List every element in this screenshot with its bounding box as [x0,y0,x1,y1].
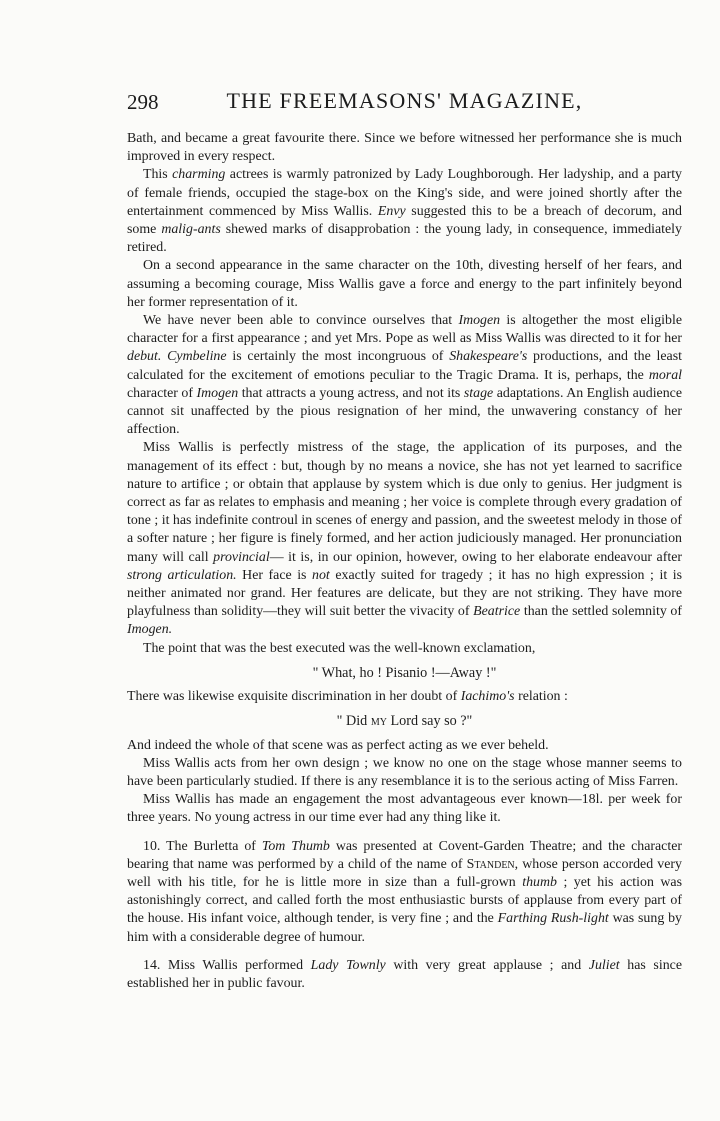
small-caps-text: my [370,713,387,730]
italic-text: Imogen. [127,622,173,638]
text-run: The point that was the best executed was the well-known exclamation, [143,640,536,656]
text-run: 14. Miss Wallis performed [143,957,311,973]
italic-text: Imogen [458,313,501,329]
text-run: " Did [336,713,371,730]
text-run: And indeed the whole of that scene was as perfect acting as we ever beheld. [127,737,549,753]
text-run: On a second appearance in the same character on the 10th, divesting herself of her fears, and assuming a becoming courage, Miss Wallis gave a force and energy to the part infinitely beyond her former representation of it. [127,258,682,310]
page-number: 298 [127,90,159,114]
article-body [127,130,682,993]
text-run: shewed marks of disapprobation : the young lady, in consequence, immediately retired. [127,222,682,256]
italic-text: Iachimo's [460,689,515,705]
text-run: Lord say so ?" [386,713,473,730]
paragraph [127,688,682,706]
italic-text: Tom Thumb [261,838,330,854]
italic-text: thumb [522,874,557,890]
paragraph [127,130,682,166]
text-run: ; yet his action was astonishingly correct, and called forth the most enthusiastic bursts of applause from every part of the house. His infant voice, although tender, is very fine ; and the [127,874,682,927]
text-run: We have never been able to convince ourselves that [143,313,459,329]
paragraph [127,640,682,658]
paragraph [127,755,682,791]
italic-text: Envy [377,203,406,219]
text-run: This [143,167,173,183]
italic-text: Shakespeare's [449,349,528,365]
italic-text: not [312,567,330,583]
text-run: " What, ho ! Pisanio !—Away !" [312,664,497,681]
text-run: with very great applause ; and [385,957,589,973]
text-run: Miss Wallis acts from her own design ; we know no one on the stage whose manner seems to have been particularly studied. If there is any resemblance it is to the serious acting of Miss Farren. [127,755,682,789]
text-run: has since established her in public favour. [127,957,682,991]
text-run: was sung by him with a considerable degree of humour. [127,911,682,945]
italic-text: moral [648,367,682,383]
text-run: is certainly the most incongruous of [226,349,450,365]
text-run: 10. The Burletta of [143,838,262,854]
text-run: exactly suited for tragedy ; it has no high expression ; it is neither animated nor grand. Her features are delicate, but they are not striking. They have more playfulness than solidity—they will suit better the vivacity of [127,567,682,620]
page-header [127,88,682,120]
text-run: There was likewise exquisite discrimination in her doubt of [127,689,461,705]
italic-text: provincial [213,549,270,565]
paragraph [127,166,682,257]
text-run: productions, and the least calculated for the excitement of emotions peculiar to the Tragic Drama. It is, perhaps, the [127,349,682,383]
paragraph [127,439,682,639]
text-run: that attracts a young actress, and not its [238,385,464,401]
paragraph [127,257,682,312]
text-run: , whose person accorded very well with his title, for he is little more in size than a full-grown [127,856,682,890]
block-quote [127,712,682,730]
italic-text: strong articulation. [127,567,237,583]
paragraph [127,312,682,439]
italic-text: Beatrice [473,604,521,620]
text-run: suggested this to be a breach of decorum, and some [127,203,682,238]
text-run: relation : [514,689,568,705]
text-run: adaptations. An English audience cannot sit unaffected by the pious resignation of her mind, the unwavering constancy of her affection. [127,385,683,438]
italic-text: Lady Townly [310,957,386,973]
italic-text: Cymbeline [167,349,227,365]
text-run: Her face is [236,567,313,583]
small-caps-text: Standen [466,856,515,872]
italic-text: Imogen [196,385,239,401]
italic-text: Juliet [588,957,620,973]
italic-text: charming [172,167,226,183]
italic-text: debut. [127,349,162,365]
paragraph [127,791,682,827]
text-run: — it is, in our opinion, however, owing to her elaborate endeavour after [269,549,682,565]
running-title: THE FREEMASONS' MAGAZINE, [226,88,583,113]
block-quote [127,664,682,682]
text-run: was presented at Covent-Garden Theatre; and the character bearing that name was performed by a child of the name of [127,838,682,872]
italic-text: Farthing Rush-light [497,911,609,927]
paragraph [127,737,682,755]
paragraph [127,957,682,993]
text-run: Bath, and became a great favourite there. Since we before witnessed her performance she is much improved in every respect. [127,131,682,165]
text-run: Miss Wallis has made an engagement the most advantageous ever known—18l. per week for three years. No young actress in our time ever had any thing like it. [127,792,682,826]
text-run: character of [127,385,197,401]
text-run: actrees is warmly patronized by Lady Loughborough. Her ladyship, and a party of female friends, occupied the stage-box on the King's side, and were joined shortly after the entertainment commenced by Miss Wallis. [127,167,682,219]
text-run: is altogether the most eligible character for a first appearance ; and yet Mrs. Pope as well as Miss Wallis was directed to it for her [127,313,683,347]
italic-text: stage [463,385,494,401]
italic-text: malig-ants [161,222,221,238]
text-run: than the settled solemnity of [520,604,682,620]
text-run: Miss Wallis is perfectly mistress of the stage, the application of its purposes, and the management of its effect : but, though by no means a novice, she has not yet learned to sacrifice nature to artifice ; or obtain that applause by system which is due only to genius. Her judgment is correct as far as relates to emphasis and meaning ; her voice is complete through every gradation of tone ; it has indefinite controul in scenes of energy and passion, and the sweetest melody in those of a softer nature ; her figure is finely formed, and her action judiciously managed. Her pronunciation many will call [127,440,682,565]
paragraph [127,838,682,947]
